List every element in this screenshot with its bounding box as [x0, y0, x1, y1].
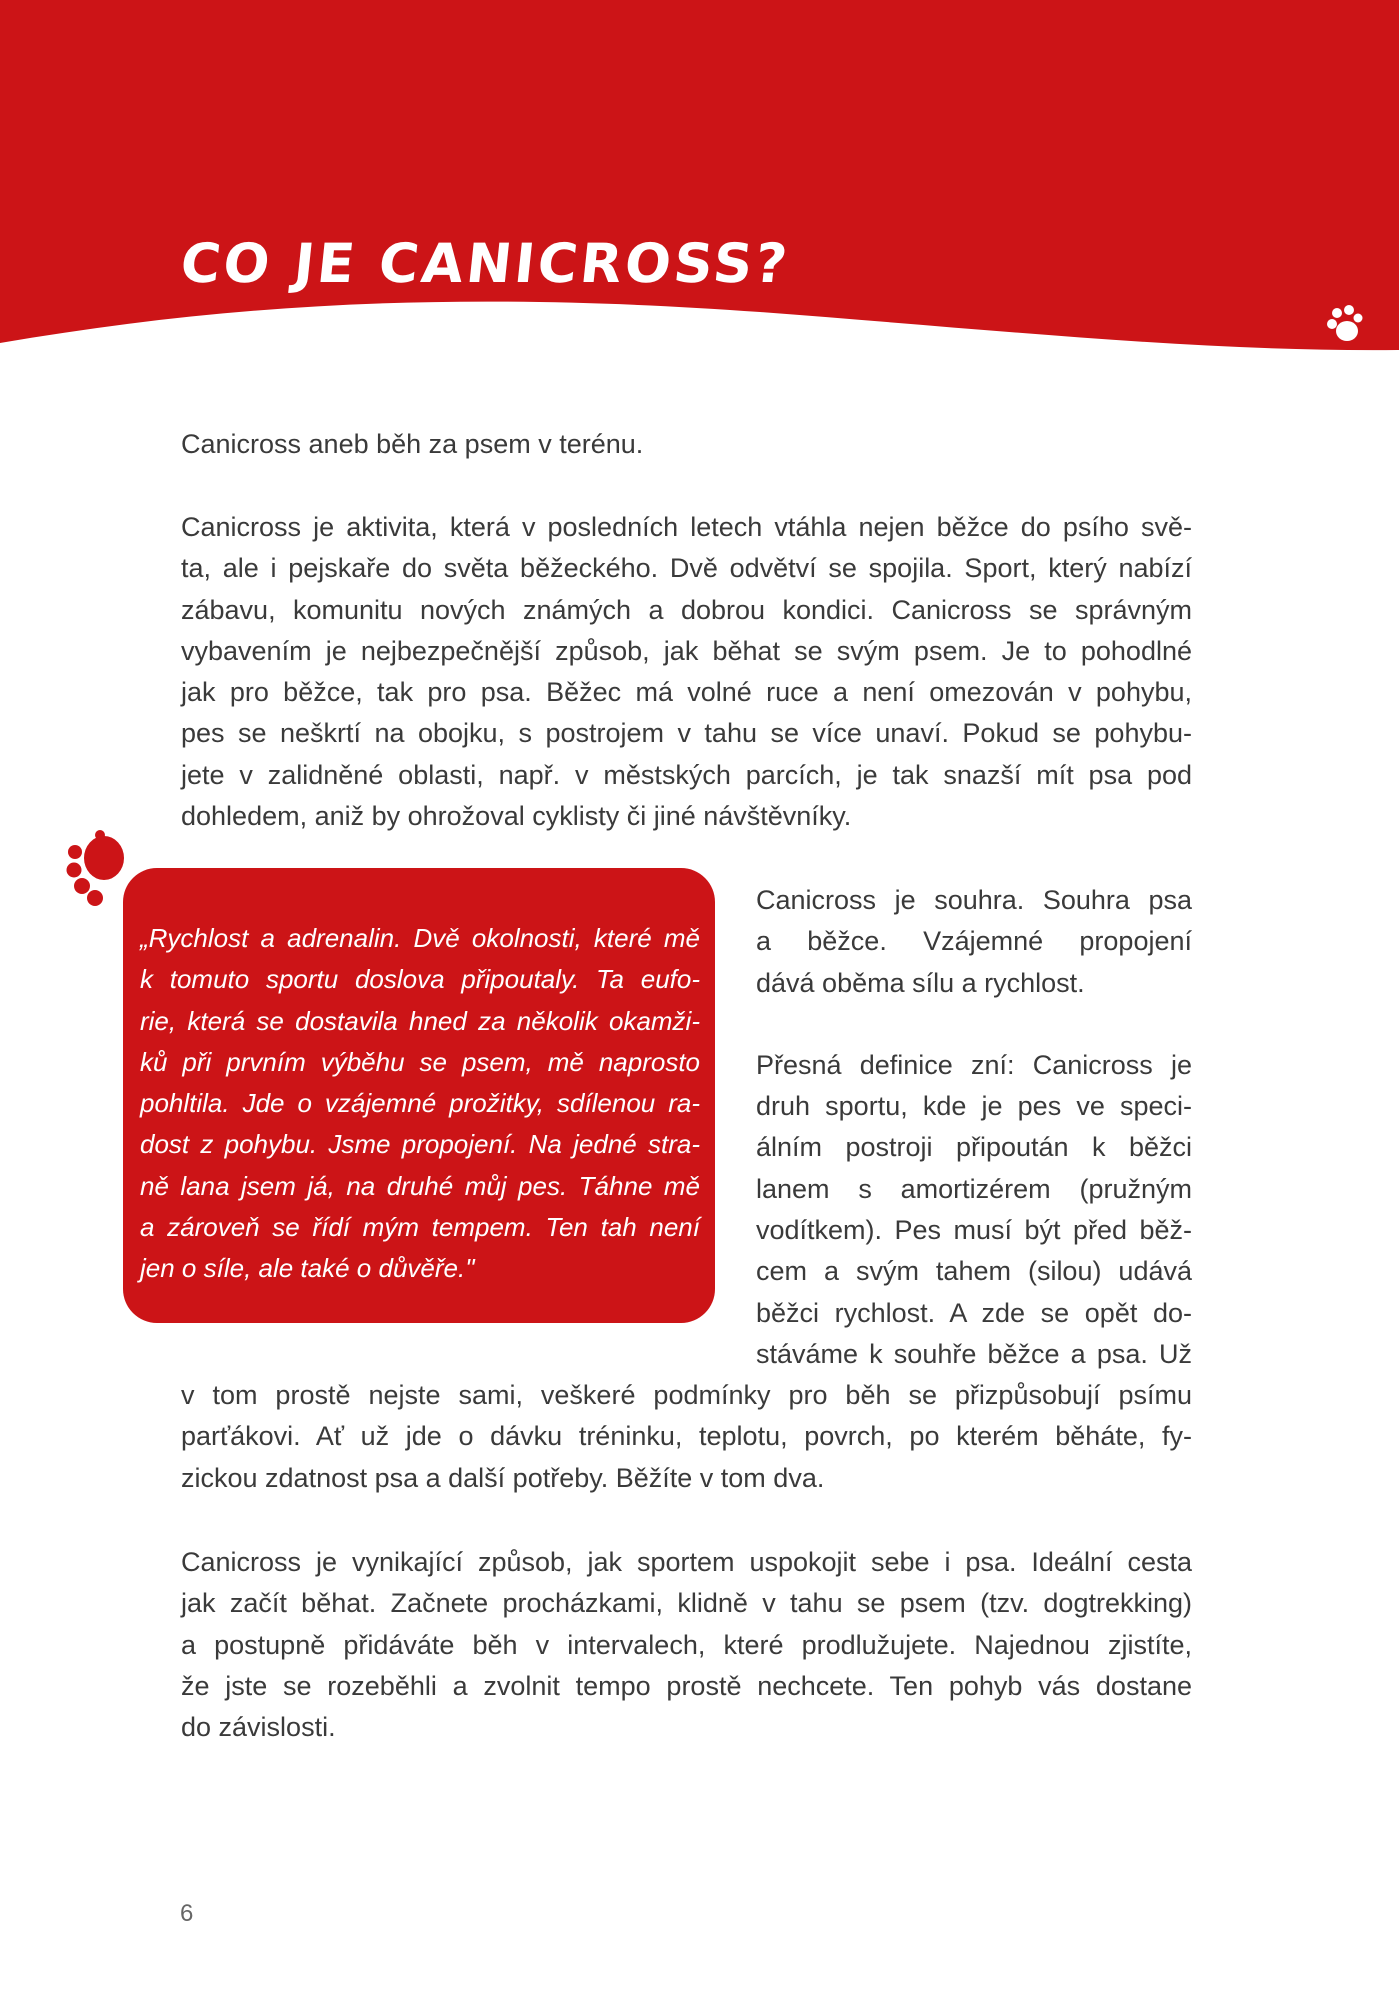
paw-icon [60, 830, 130, 908]
text-line: Canicross je souhra. Souhra psa [756, 885, 1192, 915]
right-column [756, 880, 1192, 1375]
text-line: Přesná definice zní: Canicross je [756, 1049, 1192, 1080]
text-line: ta, ale i pejskaře do světa běžeckého. Dvě odvětví se spojila. Sport, který nabízí [181, 553, 1192, 584]
text-line: jak pro běžce, tak pro psa. Běžec má volné ruce a není omezován v pohybu, [181, 677, 1192, 708]
text-line: dává oběma sílu a rychlost. [756, 967, 1085, 998]
header-band [0, 0, 1399, 360]
text-line: jak začít běhat. Začnete procházkami, klidně v tahu se psem (tzv. dogtrekking) [181, 1588, 1192, 1619]
text-line: do závislosti. [181, 1712, 336, 1743]
quote-text [140, 918, 700, 1290]
paw-icon [1320, 302, 1366, 348]
text-line: Canicross je vynikající způsob, jak sportem uspokojit sebe i psa. Ideální cesta [181, 1547, 1192, 1577]
text-line: stáváme k souhře běžce a psa. Už [756, 1338, 1192, 1369]
paragraph [181, 507, 1192, 837]
text-line: druh sportu, kde je pes ve speci- [756, 1091, 1192, 1122]
text-line: pohltila. Jde o vzájemné prožitky, sdílenou ra- [140, 1088, 700, 1119]
text-line: k tomuto sportu doslova připoutaly. Ta eufo- [140, 964, 700, 995]
text-line: zickou zdatnost psa a další potřeby. Běžíte v tom dva. [181, 1462, 825, 1493]
text-line: vybavením je nejbezpečnější způsob, jak běhat se svým psem. Je to pohodlné [181, 635, 1192, 666]
text-line: zábavu, komunitu nových známých a dobrou kondici. Canicross se správným [181, 594, 1192, 625]
text-line: „Rychlost a adrenalin. Dvě okolnosti, které mě [140, 923, 700, 953]
paragraph [181, 1375, 1192, 1499]
page-number: 6 [180, 1900, 194, 1927]
text-line: lanem s amortizérem (pružným [756, 1173, 1192, 1204]
text-line: jen o síle, ale také o důvěře." [140, 1253, 475, 1284]
text-line: cem a svým tahem (silou) udává [756, 1256, 1192, 1287]
text-line: rie, která se dostavila hned za několik okamži- [140, 1005, 700, 1036]
text-line: a běžce. Vzájemné propojení [756, 926, 1192, 957]
text-line: Canicross je aktivita, která v posledních letech vtáhla nejen běžce do psího svě- [181, 512, 1192, 542]
paragraph [181, 1542, 1192, 1748]
text-line: jete v zalidněné oblasti, např. v městských parcích, je tak snazší mít psa pod [181, 759, 1192, 790]
text-line: ně lana jsem já, na druhé můj pes. Táhne mě [140, 1170, 700, 1201]
page-title: CO JE CANICROSS? [177, 232, 793, 295]
text-line: dohledem, aniž by ohrožoval cyklisty či jiné návštěvníky. [181, 801, 852, 832]
text-line: Canicross aneb běh za psem v terénu. [181, 429, 644, 459]
text-line: a postupně přidáváte běh v intervalech, které prodlužujete. Najednou zjistíte, [181, 1629, 1192, 1660]
paragraph [756, 880, 1192, 1004]
paragraph [756, 1045, 1192, 1375]
text-line: běžci rychlost. A zde se opět do- [756, 1297, 1192, 1328]
text-line: álním postroji připoután k běžci [756, 1132, 1192, 1163]
intro-paragraph [181, 424, 1192, 465]
text-line: dost z pohybu. Jsme propojení. Na jedné stra- [140, 1129, 700, 1160]
text-line: že jste se rozeběhli a zvolnit tempo prostě nechcete. Ten pohyb vás dostane [181, 1670, 1192, 1701]
text-line: a zároveň se řídí mým tempem. Ten tah není [140, 1212, 700, 1243]
text-line: ků při prvním výběhu se psem, mě naprosto [140, 1046, 700, 1077]
text-line: v tom prostě nejste sami, veškeré podmínky pro běh se přizpůsobují psímu [181, 1380, 1192, 1410]
text-line: vodítkem). Pes musí být před běž- [756, 1215, 1192, 1246]
text-line: parťákovi. Ať už jde o dávku tréninku, teplotu, povrch, po kterém běháte, fy- [181, 1421, 1192, 1452]
text-line: pes se neškrtí na obojku, s postrojem v tahu se více unaví. Pokud se pohybu- [181, 718, 1192, 749]
